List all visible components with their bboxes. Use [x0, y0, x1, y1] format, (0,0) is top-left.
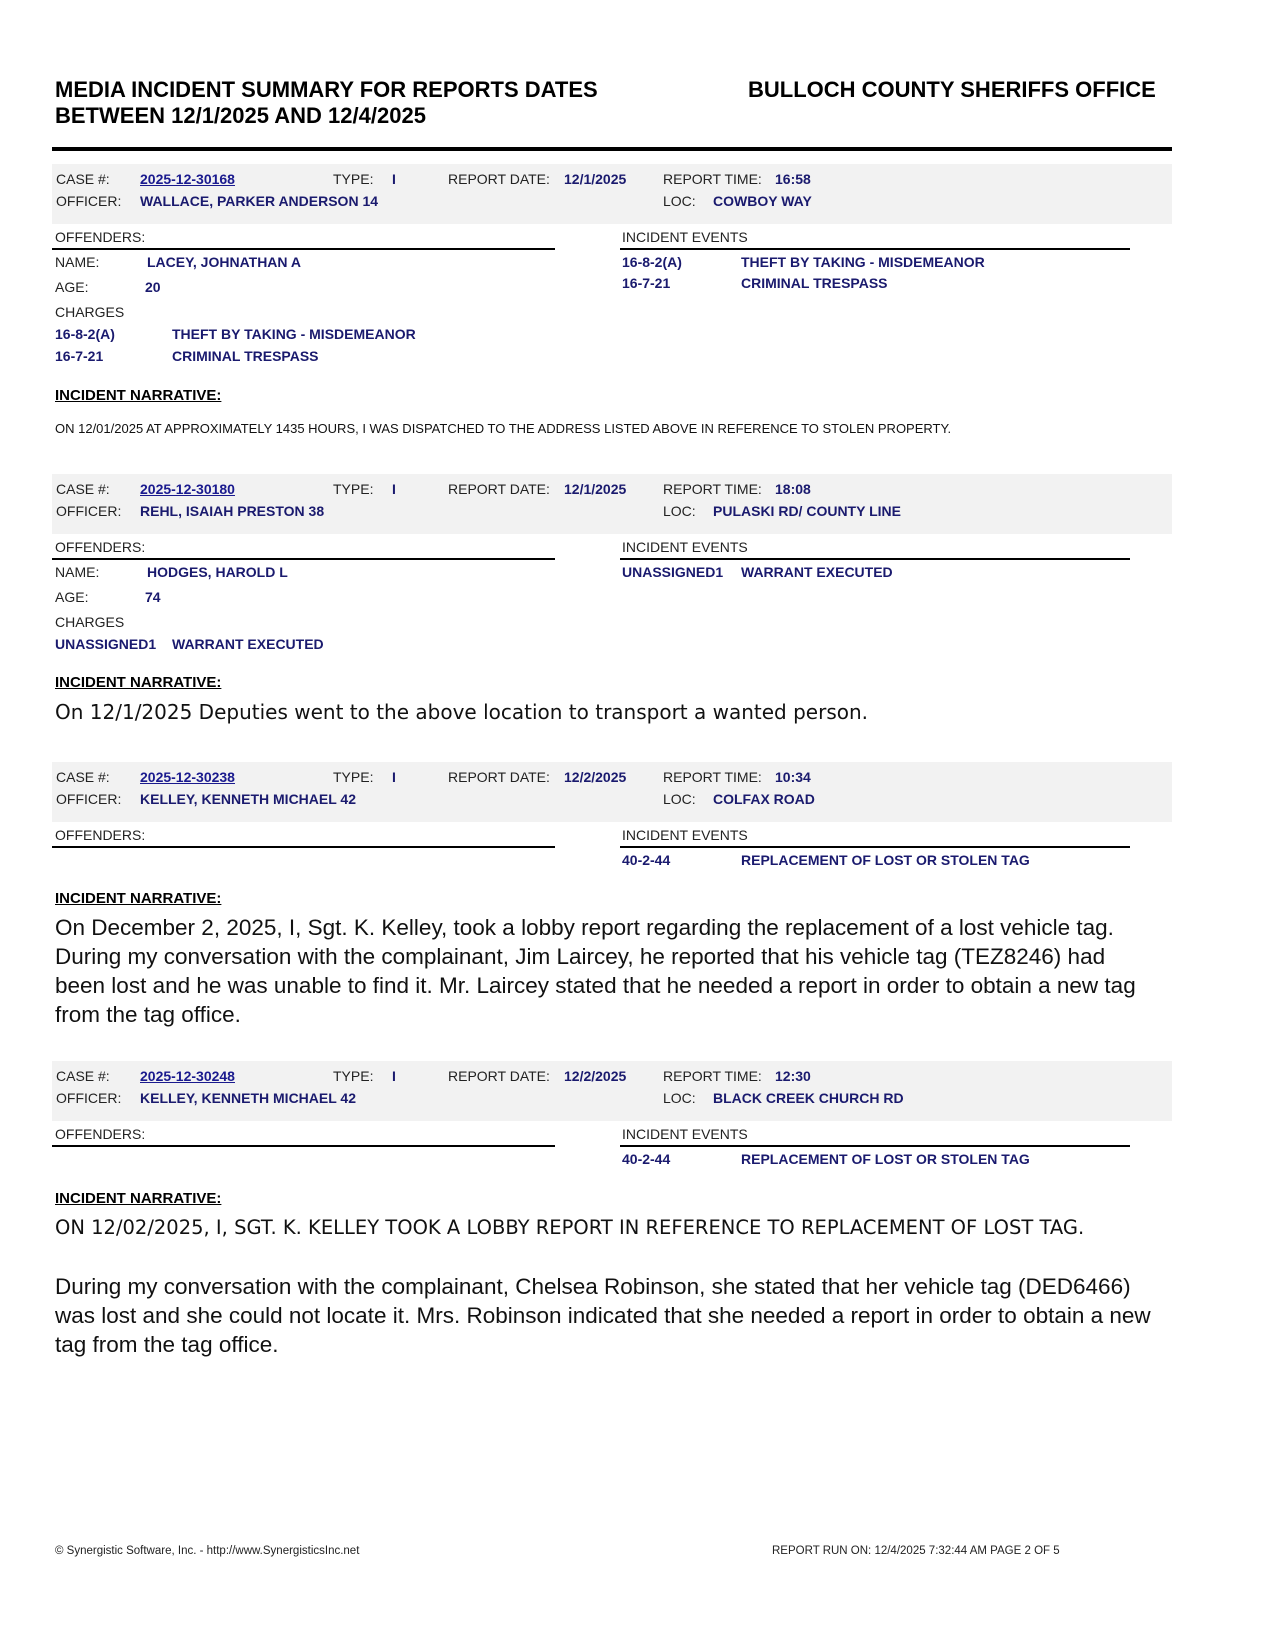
- event-code: 16-8-2(A): [622, 254, 682, 270]
- event-code: 16-7-21: [622, 275, 671, 291]
- case-header-band: [52, 762, 1172, 822]
- report-time-value: 12:30: [775, 1068, 811, 1084]
- officer-value: REHL, ISAIAH PRESTON 38: [140, 503, 325, 519]
- officer-label: OFFICER:: [56, 503, 122, 519]
- narrative-heading: INCIDENT NARRATIVE:: [55, 890, 222, 907]
- offenders-divider: [52, 846, 555, 848]
- officer-label: OFFICER:: [56, 1090, 122, 1106]
- report-time-value: 18:08: [775, 481, 811, 497]
- incident-events-label: INCIDENT EVENTS: [622, 827, 748, 843]
- case-block: [52, 1061, 1172, 1171]
- footer-copyright: © Synergistic Software, Inc. - http://www.SynergisticsInc.net: [55, 1545, 360, 1557]
- narrative-heading: INCIDENT NARRATIVE:: [55, 1190, 222, 1207]
- event-code: UNASSIGNED1: [622, 564, 724, 580]
- event-desc: REPLACEMENT OF LOST OR STOLEN TAG: [741, 852, 1030, 868]
- case-number-link[interactable]: 2025-12-30180: [140, 481, 235, 497]
- type-label: TYPE:: [333, 769, 374, 785]
- footer-run-info: REPORT RUN ON: 12/4/2025 7:32:44 AM PAGE 2 OF 5: [772, 1545, 1060, 1557]
- type-label: TYPE:: [333, 481, 374, 497]
- incident-events-label: INCIDENT EVENTS: [622, 1126, 748, 1142]
- loc-value: COWBOY WAY: [713, 193, 812, 209]
- loc-value: COLFAX ROAD: [713, 791, 815, 807]
- report-date-value: 12/1/2025: [564, 481, 627, 497]
- loc-value: BLACK CREEK CHURCH RD: [713, 1090, 904, 1106]
- report-date-value: 12/2/2025: [564, 769, 627, 785]
- case-block: [52, 474, 1172, 654]
- charge-code: 16-7-21: [55, 348, 104, 364]
- report-date-label: REPORT DATE:: [448, 769, 550, 785]
- offenders-divider: [52, 248, 555, 250]
- offender-name: LACEY, JOHNATHAN A: [147, 254, 302, 270]
- officer-value: KELLEY, KENNETH MICHAEL 42: [140, 791, 356, 807]
- event-desc: WARRANT EXECUTED: [741, 564, 893, 580]
- case-label: CASE #:: [56, 171, 110, 187]
- case-label: CASE #:: [56, 1068, 110, 1084]
- charge-code: 16-8-2(A): [55, 326, 115, 342]
- type-value: I: [392, 171, 396, 187]
- narrative-heading: INCIDENT NARRATIVE:: [55, 387, 222, 404]
- event-desc: REPLACEMENT OF LOST OR STOLEN TAG: [741, 1151, 1030, 1167]
- offenders-label: OFFENDERS:: [55, 1126, 146, 1142]
- case-number-link[interactable]: 2025-12-30238: [140, 769, 235, 785]
- charge-code: UNASSIGNED1: [55, 636, 157, 652]
- loc-label: LOC:: [663, 791, 696, 807]
- events-divider: [620, 1145, 1130, 1147]
- report-title-line1: MEDIA INCIDENT SUMMARY FOR REPORTS DATES: [55, 77, 598, 102]
- incident-events-label: INCIDENT EVENTS: [622, 539, 748, 555]
- case-header-band: [52, 164, 1172, 224]
- loc-value: PULASKI RD/ COUNTY LINE: [713, 503, 901, 519]
- offender-age: 74: [145, 589, 161, 605]
- charge-desc: CRIMINAL TRESPASS: [172, 348, 319, 364]
- type-label: TYPE:: [333, 171, 374, 187]
- event-desc: THEFT BY TAKING - MISDEMEANOR: [741, 254, 985, 270]
- name-label: NAME:: [55, 564, 100, 580]
- events-divider: [620, 846, 1130, 848]
- narrative-heading: INCIDENT NARRATIVE:: [55, 674, 222, 691]
- event-code: 40-2-44: [622, 852, 671, 868]
- charge-desc: WARRANT EXECUTED: [172, 636, 324, 652]
- events-divider: [620, 558, 1130, 560]
- narrative-text: During my conversation with the complainant, Chelsea Robinson, she stated that her vehicle tag (DED6466) was lost and she could not locate it. Mrs. Robinson indicated that she needed a report in order to obtain a new tag from the tag office.: [55, 1274, 1151, 1357]
- event-desc: CRIMINAL TRESPASS: [741, 275, 888, 291]
- loc-label: LOC:: [663, 503, 696, 519]
- type-value: I: [392, 481, 396, 497]
- type-value: I: [392, 769, 396, 785]
- age-label: AGE:: [55, 589, 89, 605]
- report-date-label: REPORT DATE:: [448, 1068, 550, 1084]
- report-date-value: 12/2/2025: [564, 1068, 627, 1084]
- case-label: CASE #:: [56, 769, 110, 785]
- charges-label: CHARGES: [55, 304, 125, 320]
- case-label: CASE #:: [56, 481, 110, 497]
- charges-label: CHARGES: [55, 614, 125, 630]
- officer-label: OFFICER:: [56, 791, 122, 807]
- type-label: TYPE:: [333, 1068, 374, 1084]
- events-divider: [620, 248, 1130, 250]
- report-time-value: 10:34: [775, 769, 811, 785]
- narrative-text: On December 2, 2025, I, Sgt. K. Kelley, took a lobby report regarding the replacement of a lost vehicle tag. During my conversation with the complainant, Jim Laircey, he reported that his vehicle tag (TEZ8246) had been lost and he was unable to find it. Mr. Laircey stated that he needed a report in order to obtain a new tag from the tag office.: [55, 915, 1136, 1027]
- narrative-text: ON 12/01/2025 AT APPROXIMATELY 1435 HOURS, I WAS DISPATCHED TO THE ADDRESS LISTED ABOVE IN REFERENCE TO STOLEN PROPERTY.: [55, 421, 952, 436]
- report-title: [55, 77, 705, 129]
- agency-name: BULLOCH COUNTY SHERIFFS OFFICE: [748, 77, 1156, 102]
- name-label: NAME:: [55, 254, 100, 270]
- case-details: [52, 1121, 1172, 1171]
- case-details: [52, 822, 1172, 872]
- report-time-value: 16:58: [775, 171, 811, 187]
- offender-name: HODGES, HAROLD L: [147, 564, 288, 580]
- report-date-label: REPORT DATE:: [448, 481, 550, 497]
- offenders-label: OFFENDERS:: [55, 827, 146, 843]
- report-time-label: REPORT TIME:: [663, 481, 762, 497]
- case-block: [52, 762, 1172, 872]
- report-time-label: REPORT TIME:: [663, 769, 762, 785]
- report-date-label: REPORT DATE:: [448, 171, 550, 187]
- offenders-label: OFFENDERS:: [55, 539, 146, 555]
- narrative-text: On 12/1/2025 Deputies went to the above location to transport a wanted person.: [55, 700, 869, 724]
- officer-label: OFFICER:: [56, 193, 122, 209]
- loc-label: LOC:: [663, 193, 696, 209]
- event-code: 40-2-44: [622, 1151, 671, 1167]
- case-details: [52, 534, 1172, 654]
- header-divider: [52, 147, 1172, 151]
- case-number-link[interactable]: 2025-12-30168: [140, 171, 235, 187]
- case-number-link[interactable]: 2025-12-30248: [140, 1068, 235, 1084]
- case-header-band: [52, 1061, 1172, 1121]
- case-block: [52, 164, 1172, 374]
- offenders-divider: [52, 1145, 555, 1147]
- loc-label: LOC:: [663, 1090, 696, 1106]
- offenders-label: OFFENDERS:: [55, 229, 146, 245]
- offender-age: 20: [145, 279, 161, 295]
- type-value: I: [392, 1068, 396, 1084]
- report-title-line2: BETWEEN 12/1/2025 AND 12/4/2025: [55, 103, 426, 128]
- incident-events-label: INCIDENT EVENTS: [622, 229, 748, 245]
- charge-desc: THEFT BY TAKING - MISDEMEANOR: [172, 326, 416, 342]
- report-time-label: REPORT TIME:: [663, 171, 762, 187]
- officer-value: KELLEY, KENNETH MICHAEL 42: [140, 1090, 356, 1106]
- report-date-value: 12/1/2025: [564, 171, 627, 187]
- report-time-label: REPORT TIME:: [663, 1068, 762, 1084]
- age-label: AGE:: [55, 279, 89, 295]
- narrative-text: ON 12/02/2025, I, SGT. K. KELLEY TOOK A LOBBY REPORT IN REFERENCE TO REPLACEMENT OF LOST TAG.: [55, 1216, 1085, 1239]
- case-details: [52, 224, 1172, 374]
- officer-value: WALLACE, PARKER ANDERSON 14: [140, 193, 379, 209]
- case-header-band: [52, 474, 1172, 534]
- offenders-divider: [52, 558, 555, 560]
